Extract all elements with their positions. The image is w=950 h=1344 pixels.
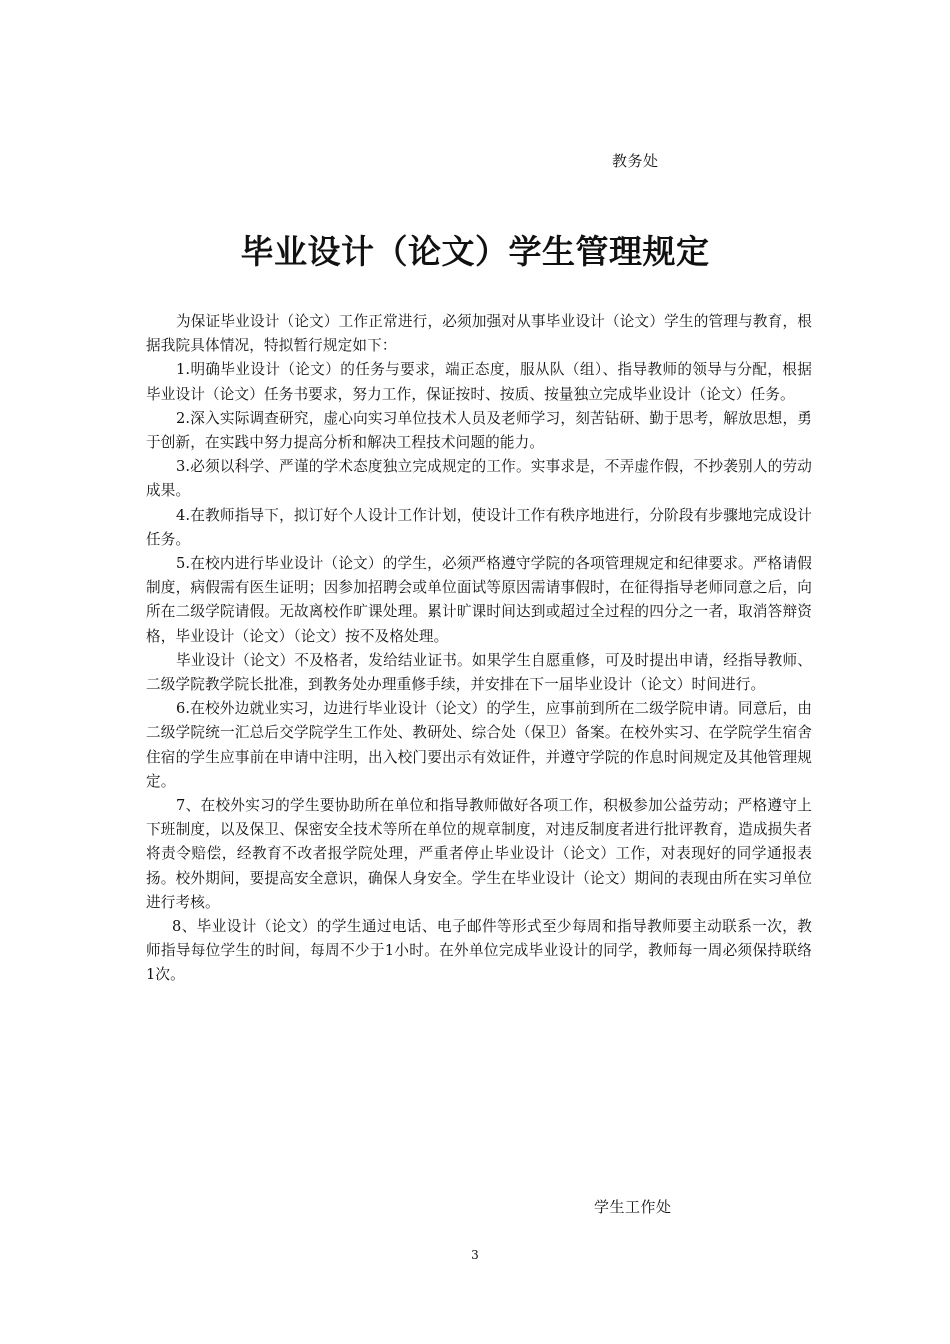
rule-3-paragraph: 3.必须以科学、严谨的学术态度独立完成规定的工作。实事求是，不弄虚作假，不抄袭别人的劳动成果。 [146,458,812,500]
footer-department: 学生工作处 [594,1198,672,1216]
rule-2-paragraph: 2.深入实际调查研究，虚心向实习单位技术人员及老师学习，刻苦钻研、勤于思考，解放思想，勇于创新，在实践中努力提高分析和解决工程技术问题的能力。 [146,409,812,452]
document-body [146,310,812,988]
rule-7-paragraph: 7、在校外实习的学生要协助所在单位和指导教师做好各项工作，积极参加公益劳动；严格遵守上下班制度，以及保卫、保密安全技术等所在单位的规章制度，对违反制度者进行批评教育，造成损失者将责令赔偿，经教育不改者报学院处理，严重者停止毕业设计（论文）工作，对表现好的同学通报表扬。校外期间，要提高安全意识，确保人身安全。学生在毕业设计（论文）期间的表现由所在实习单位进行考核。 [146,797,812,911]
page-number: 3 [471,1248,479,1262]
rule-1-paragraph: 1.明确毕业设计（论文）的任务与要求，端正态度，服从队（组）、指导教师的领导与分配，根据毕业设计（论文）任务书要求，努力工作，保证按时、按质、按量独立完成毕业设计（论文）任务。 [146,361,812,403]
rule-6-paragraph: 6.在校外边就业实习，边进行毕业设计（论文）的学生，应事前到所在二级学院申请。同意后，由二级学院统一汇总后交学院学生工作处、教研处、综合处（保卫）备案。在校外实习、在学院学生宿舍住宿的学生应事前在申请中注明，出入校门要出示有效证件，并遵守学院的作息时间规定及其他管理规定。 [146,700,812,790]
rule-8-paragraph: 8、毕业设计（论文）的学生通过电话、电子邮件等形式至少每周和指导教师要主动联系一次，教师指导每位学生的时间，每周不少于1小时。在外单位完成毕业设计的同学，教师每一周必须保持联络1次。 [146,918,812,984]
document-title: 毕业设计（论文）学生管理规定 [240,232,710,271]
intro-paragraph: 为保证毕业设计（论文）工作正常进行，必须加强对从事毕业设计（论文）学生的管理与教育，根据我院具体情况，特拟暂行规定如下： [146,313,812,355]
rule-4-paragraph: 4.在教师指导下，拟订好个人设计工作计划，使设计工作有秩序地进行，分阶段有步骤地完成设计任务。 [146,506,812,548]
rule-5-paragraph: 5.在校内进行毕业设计（论文）的学生，必须严格遵守学院的各项管理规定和纪律要求。严格请假制度，病假需有医生证明；因参加招聘会或单位面试等原因需请事假时，在征得指导老师同意之后，向所在二级学院请假。无故离校作旷课处理。累计旷课时间达到或超过全过程的四分之一者，取消答辩资格，毕业设计（论文）（论文）按不及格处理。 [146,555,812,645]
rule-5-continuation-paragraph: 毕业设计（论文）不及格者，发给结业证书。如果学生自愿重修，可及时提出申请，经指导教师、二级学院教学院长批准，到教务处办理重修手续，并安排在下一届毕业设计（论文）时间进行。 [146,651,812,694]
header-department: 教务处 [612,152,659,170]
